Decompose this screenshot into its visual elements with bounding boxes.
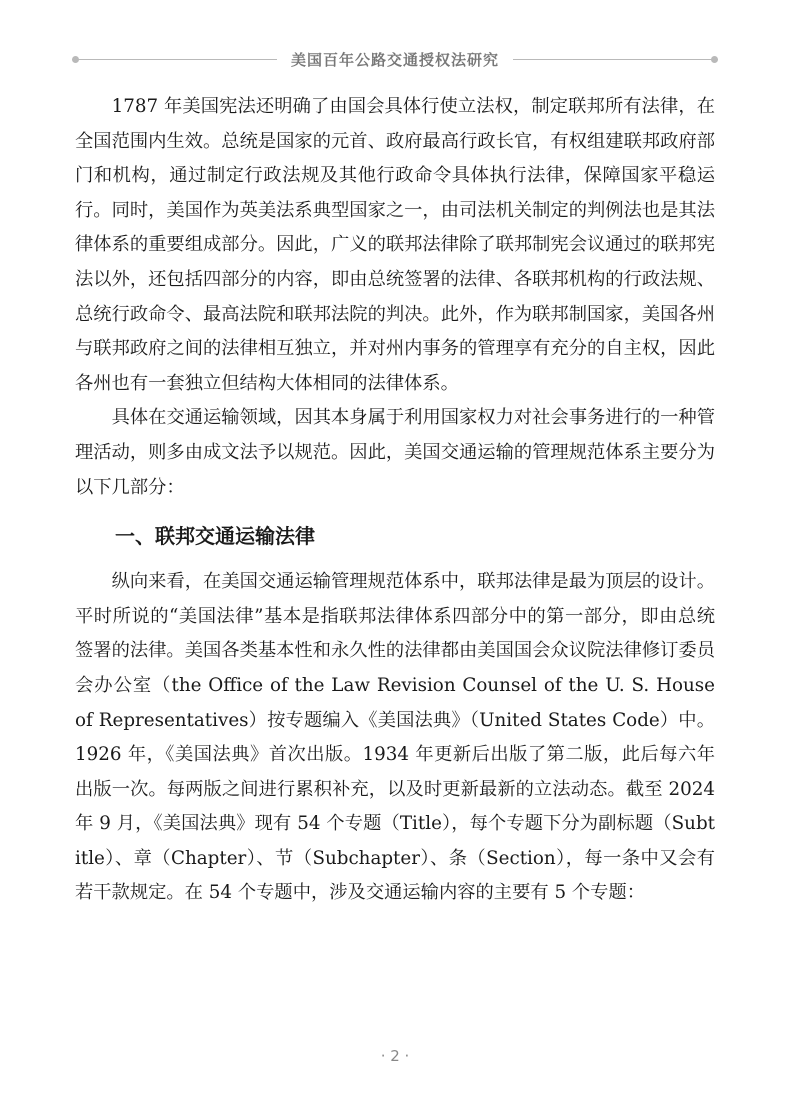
paragraph: 纵向来看，在美国交通运输管理规范体系中，联邦法律是最为顶层的设计。平时所说的“美国法律”基本是指联邦法律体系四部分中的第一部分，即由总统签署的法律。美国各类基本性和永久性的法律都由美国国会众议院法律修订委员会办公室（the Office of the Law Revision Counsel of the U. S. House of Representatives）按专题编入《美国法典》（United States Code）中。1926 年，《美国法典》首次出版。1934 年更新后出版了第二版，此后每六年出版一次。每两版之间进行累积补充，以及时更新最新的立法动态。截至 2024 年 9 月，《美国法典》现有 54 个专题（Title），每个专题下分为副标题（Subtitle）、章（Chapter）、节（Subchapter）、条（Section），每一条中又会有若干款规定。在 54 个专题中，涉及交通运输内容的主要有 5 个专题： — [75, 571, 715, 904]
running-header — [72, 46, 718, 72]
section-heading: 一、联邦交通运输法律 — [115, 524, 315, 549]
header-rule-left — [72, 59, 277, 60]
page-body — [75, 90, 715, 911]
page-number: · 2 · — [380, 1047, 410, 1065]
book-title: 美国百年公路交通授权法研究 — [291, 50, 500, 69]
header-rule-right — [513, 59, 718, 60]
paragraph: 具体在交通运输领域，因其本身属于利用国家权力对社会事务进行的一种管理活动，则多由成文法予以规范。因此，美国交通运输的管理规范体系主要分为以下几部分： — [75, 407, 715, 498]
paragraph: 1787 年美国宪法还明确了由国会具体行使立法权，制定联邦所有法律，在全国范围内生效。总统是国家的元首、政府最高行政长官，有权组建联邦政府部门和机构，通过制定行政法规及其他行政命令具体执行法律，保障国家平稳运行。同时，美国作为英美法系典型国家之一，由司法机关制定的判例法也是其法律体系的重要组成部分。因此，广义的联邦法律除了联邦制宪会议通过的联邦宪法以外，还包括四部分的内容，即由总统签署的法律、各联邦机构的行政法规、总统行政命令、最高法院和联邦法院的判决。此外，作为联邦制国家，美国各州与联邦政府之间的法律相互独立，并对州内事务的管理享有充分的自主权，因此各州也有一套独立但结构大体相同的法律体系。 — [75, 96, 715, 394]
